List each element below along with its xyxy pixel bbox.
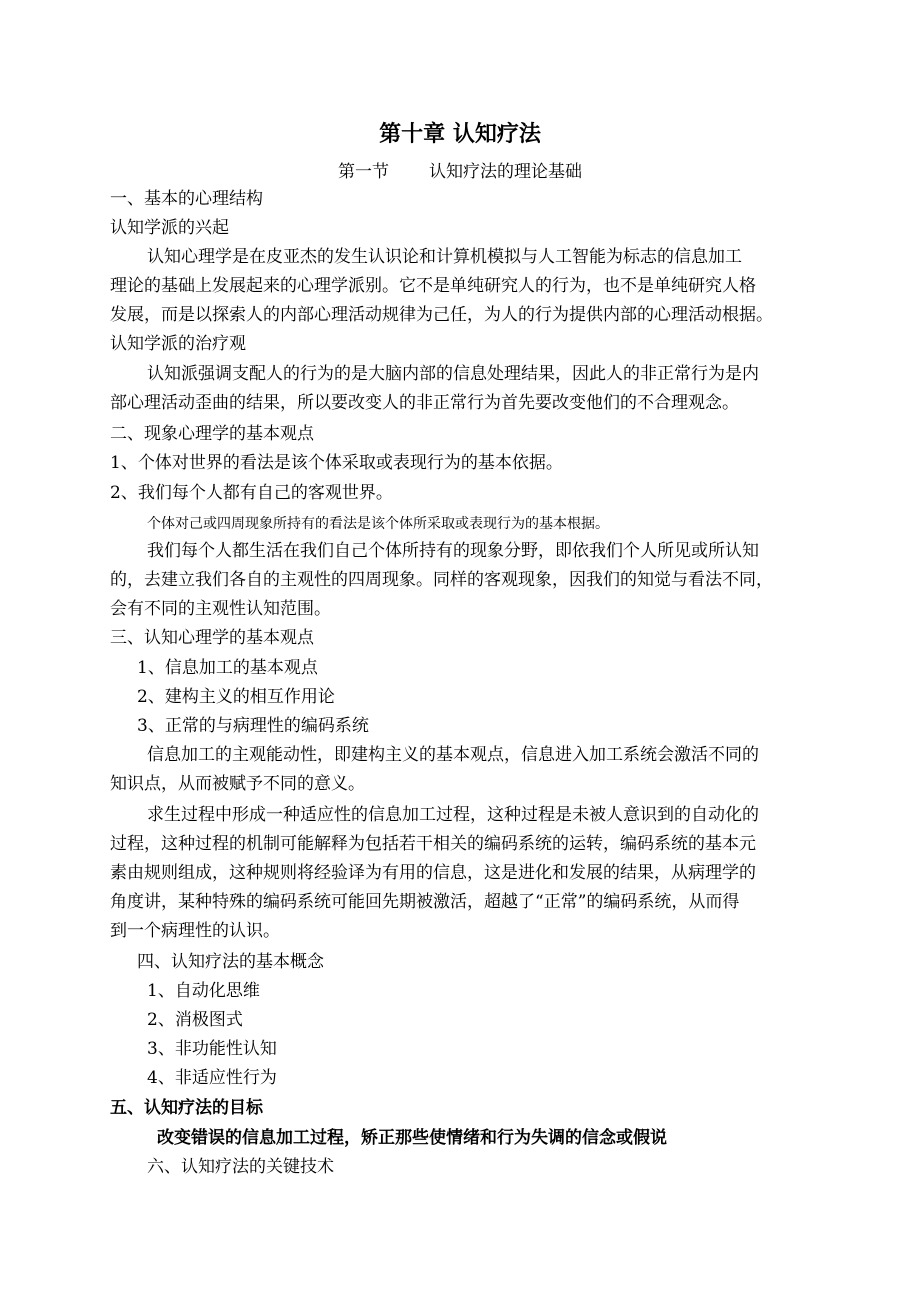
subheading-treatment-view: 认知学派的治疗观: [110, 334, 246, 354]
list-item: 3、正常的与病理性的编码系统: [137, 716, 369, 736]
list-item: 1、自动化思维: [147, 981, 260, 1001]
paragraph-line: 到一个病理性的认识。: [110, 921, 280, 941]
heading-phenomenology: 二、现象心理学的基本观点: [110, 424, 314, 444]
paragraph-line: 素由规则组成，这种规则将经验译为有用的信息，这是进化和发展的结果，从病理学的: [110, 863, 756, 883]
paragraph-line: 过程，这种过程的机制可能解释为包括若干相关的编码系统的运转，编码系统的基本元: [110, 834, 756, 854]
paragraph-line: 求生过程中形成一种适应性的信息加工过程，这种过程是未被人意识到的自动化的: [147, 805, 759, 825]
paragraph-line: 认知心理学是在皮亚杰的发生认识论和计算机模拟与人工智能为标志的信息加工: [147, 247, 742, 267]
paragraph-line: 理论的基础上发展起来的心理学派别。它不是单纯研究人的行为，也不是单纯研究人格: [110, 276, 756, 296]
note-line: 个体对己或四周现象所持有的看法是该个体所采取或表现行为的基本根据。: [147, 516, 609, 532]
chapter-title: 第十章 认知疗法: [379, 122, 541, 147]
heading-goal: 五、认知疗法的目标: [110, 1098, 263, 1118]
paragraph-line: 知识点，从而被赋予不同的意义。: [110, 774, 365, 794]
heading-cognitive-psychology: 三、认知心理学的基本观点: [110, 628, 314, 648]
heading-key-techniques: 六、认知疗法的关键技术: [147, 1157, 334, 1177]
list-item: 1、个体对世界的看法是该个体采取或表现行为的基本依据。: [110, 453, 563, 473]
goal-statement: 改变错误的信息加工过程，矫正那些使情绪和行为失调的信念或假说: [157, 1128, 667, 1148]
paragraph-line: 我们每个人都生活在我们自己个体所持有的现象分野，即依我们个人所见或所认知: [147, 541, 759, 561]
paragraph-line: 发展，而是以探索人的内部心理活动规律为己任，为人的行为提供内部的心理活动根据。: [110, 305, 773, 325]
list-item: 1、信息加工的基本观点: [137, 658, 318, 678]
paragraph-line: 部心理活动歪曲的结果，所以要改变人的非正常行为首先要改变他们的不合理观念。: [110, 393, 739, 413]
subheading-cognitive-rise: 认知学派的兴起: [110, 218, 229, 238]
list-item: 2、我们每个人都有自己的客观世界。: [110, 483, 393, 503]
list-item: 2、建构主义的相互作用论: [137, 687, 335, 707]
list-item: 3、非功能性认知: [147, 1039, 277, 1059]
paragraph-line: 会有不同的主观性认知范围。: [110, 599, 331, 619]
heading-basic-structure: 一、基本的心理结构: [110, 189, 263, 209]
heading-basic-concepts: 四、认知疗法的基本概念: [137, 952, 324, 972]
paragraph-line: 的，去建立我们各自的主观性的四周现象。同样的客观现象，因我们的知觉与看法不同，: [110, 570, 773, 590]
section-heading: [0, 162, 920, 182]
section-title: 认知疗法的理论基础: [429, 162, 582, 182]
paragraph-line: 角度讲，某种特殊的编码系统可能回先期被激活，超越了“正常”的编码系统，从而得: [110, 892, 740, 912]
list-item: 2、消极图式: [147, 1010, 243, 1030]
list-item: 4、非适应性行为: [147, 1068, 277, 1088]
section-label: 第一节: [338, 162, 389, 182]
paragraph-line: 认知派强调支配人的行为的是大脑内部的信息处理结果，因此人的非正常行为是内: [147, 364, 759, 384]
paragraph-line: 信息加工的主观能动性，即建构主义的基本观点，信息进入加工系统会激活不同的: [147, 745, 759, 765]
